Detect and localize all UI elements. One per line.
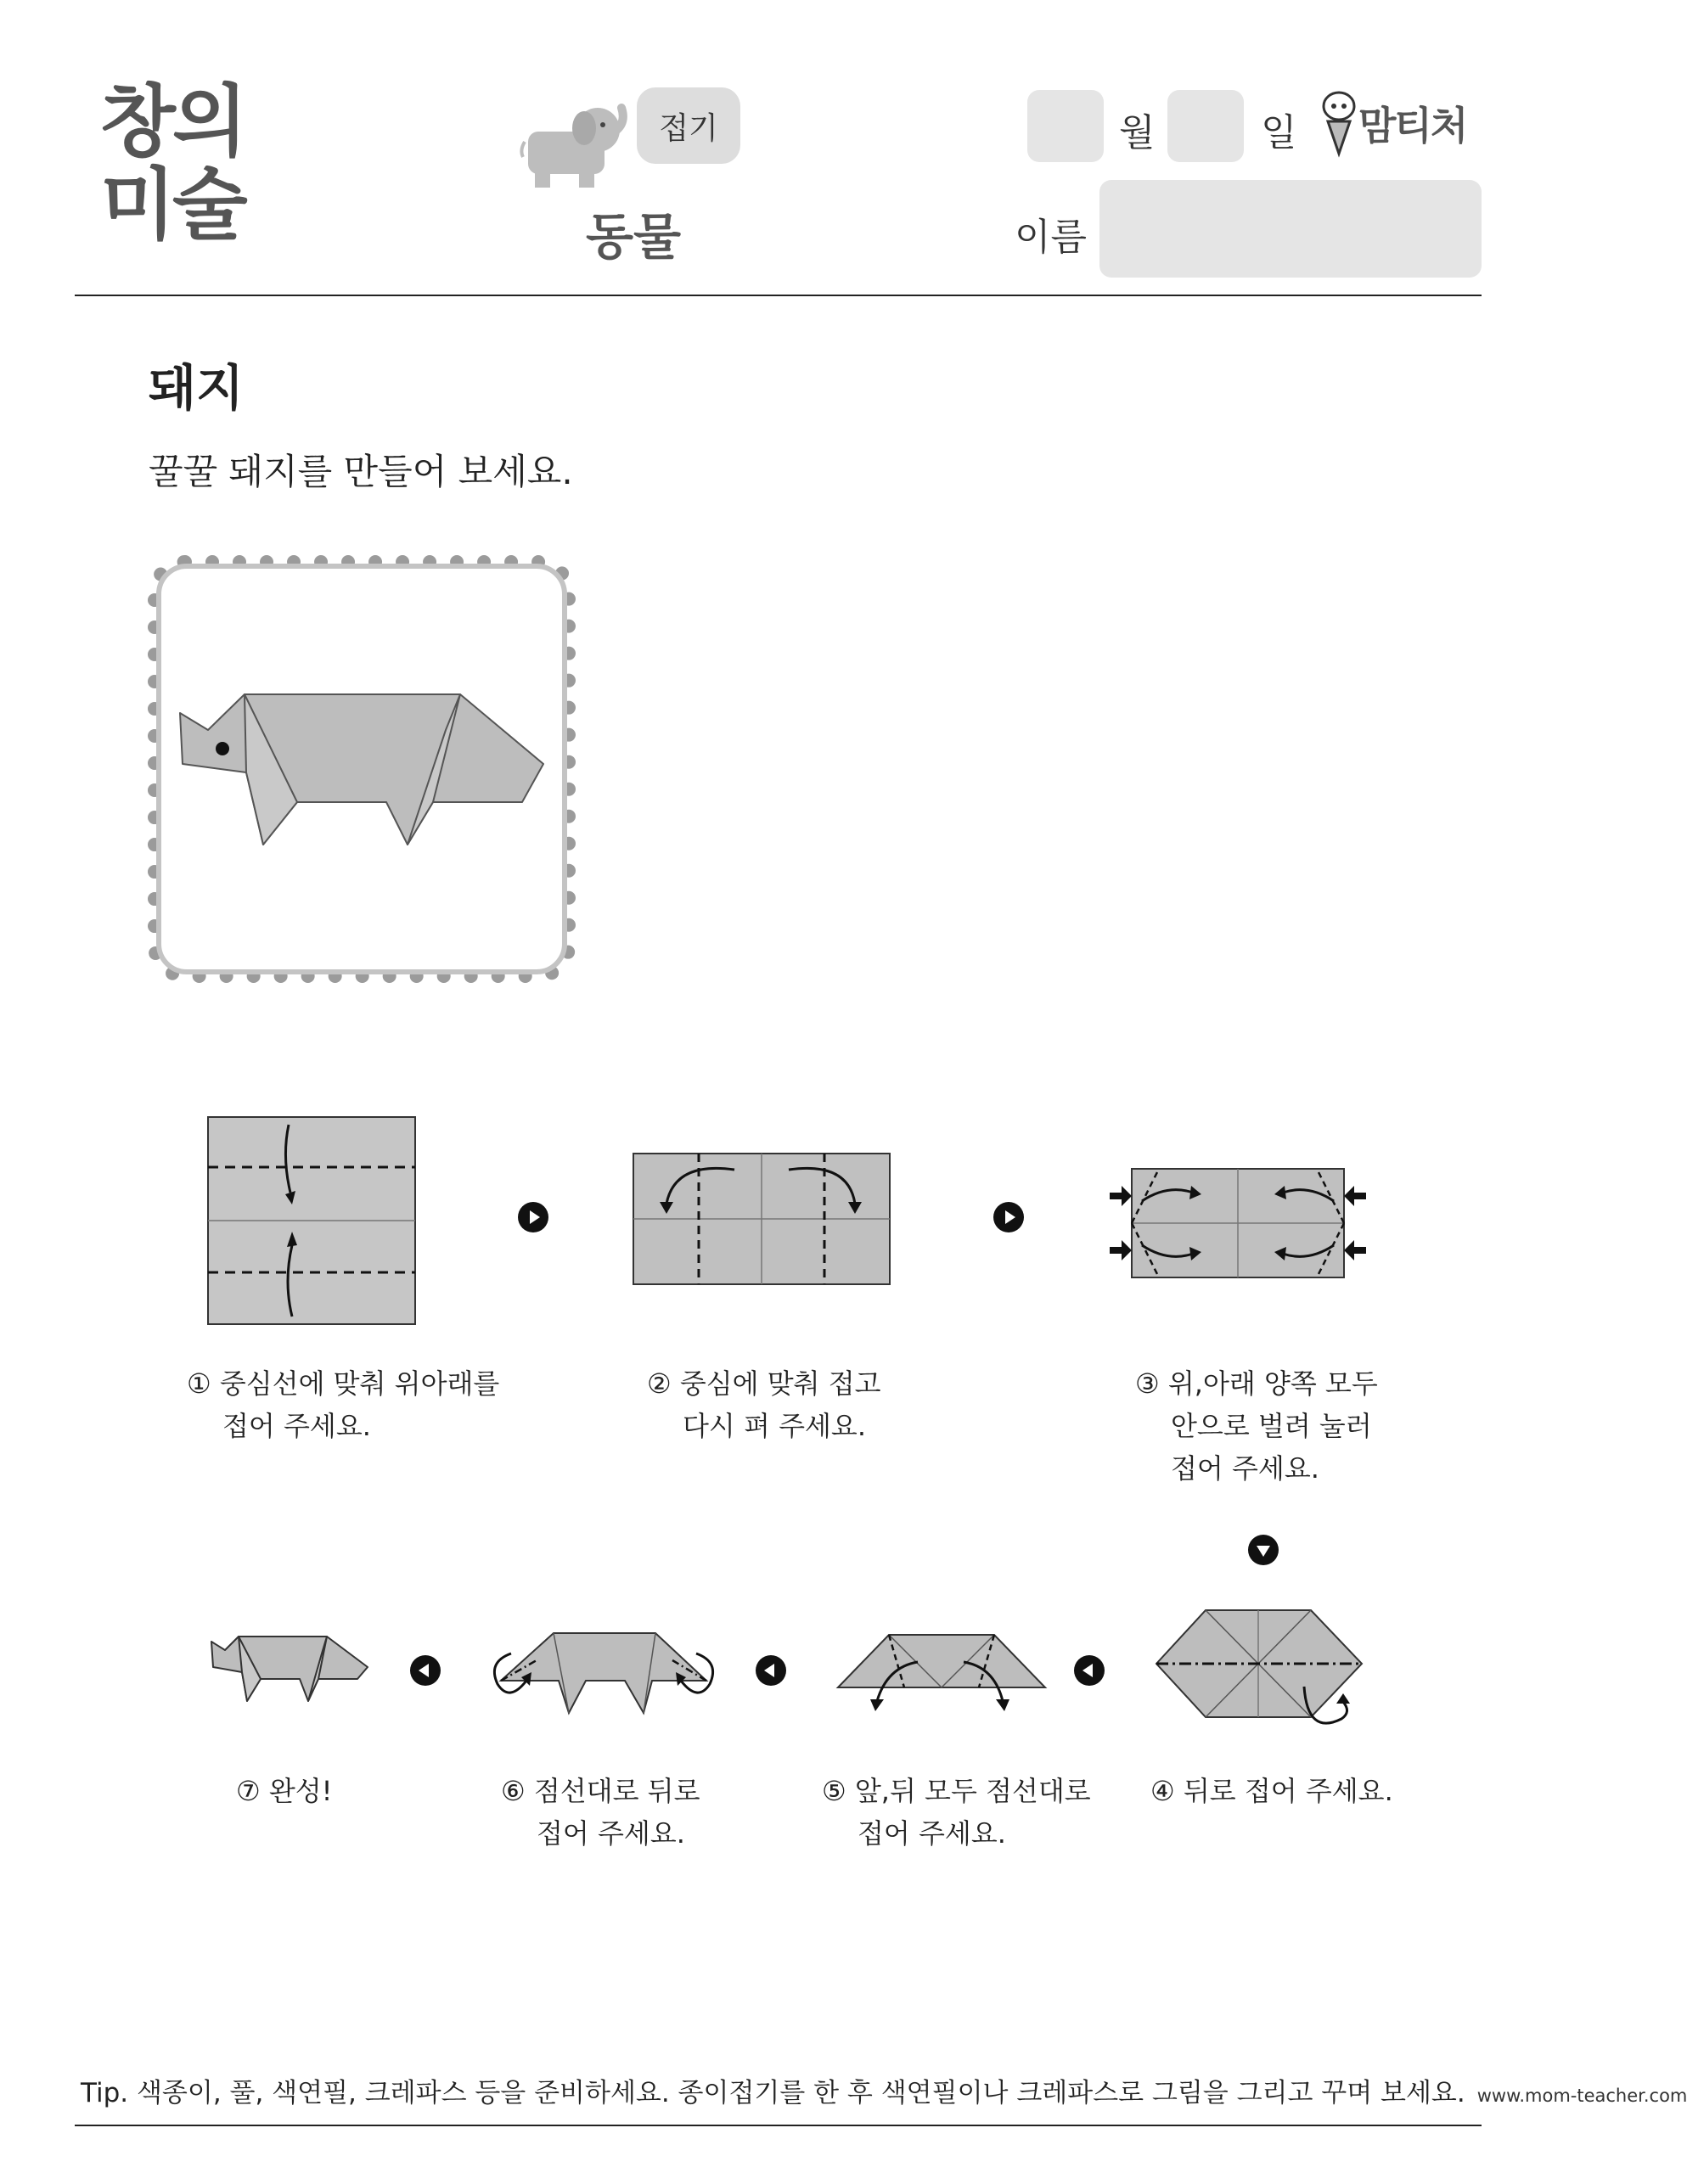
step-5-caption-line-2: 접어 주세요. xyxy=(858,1817,1006,1850)
worksheet-instruction: 꿀꿀 돼지를 만들어 보세요. xyxy=(149,451,573,492)
previous-arrow-icon xyxy=(410,1655,441,1686)
step-6-caption-line-2: 접어 주세요. xyxy=(537,1817,685,1850)
pig-illustration xyxy=(170,679,552,857)
day-label: 일 xyxy=(1261,111,1297,154)
step-1-caption xyxy=(187,1362,499,1447)
creative-art-logo xyxy=(100,76,270,284)
name-label: 이름 xyxy=(1015,216,1088,259)
brand-logo-text: 맘티처 xyxy=(1358,103,1467,149)
logo-line-1: 창의 xyxy=(100,76,245,167)
step-2-caption-line-1: ② 중심에 맞춰 접고 xyxy=(647,1367,881,1400)
elephant-icon xyxy=(520,98,630,191)
next-arrow-icon xyxy=(518,1202,548,1232)
previous-arrow-icon xyxy=(1074,1655,1105,1686)
step-4-caption-line-1: ④ 뒤로 접어 주세요. xyxy=(1150,1775,1393,1807)
step-7-caption-line-1: ⑦ 완성! xyxy=(236,1775,333,1807)
step-1-diagram xyxy=(207,1116,416,1325)
step-1-caption-line-2: 접어 주세요. xyxy=(222,1410,371,1442)
step-2-diagram xyxy=(633,1153,891,1285)
pencil-mascot-icon xyxy=(1318,89,1360,157)
category-badge: 접기 xyxy=(637,87,740,164)
step-4-caption xyxy=(1150,1770,1393,1812)
website-link[interactable]: www.mom-teacher.com xyxy=(1476,2086,1687,2106)
step-5-diagram xyxy=(836,1628,1049,1713)
step-7-diagram xyxy=(208,1630,369,1706)
step-4-diagram xyxy=(1155,1609,1367,1740)
next-arrow-icon xyxy=(993,1202,1024,1232)
footer-tip xyxy=(81,2071,1687,2109)
step-5-caption-line-1: ⑤ 앞,뒤 모두 점선대로 xyxy=(822,1775,1091,1807)
tip-text: Tip. 색종이, 풀, 색연필, 크레파스 등을 준비하세요. 종이접기를 한 후 색연필이나 크레파스로 그림을 그리고 꾸며 보세요. xyxy=(81,2078,1465,2108)
subject-title: 동물 xyxy=(586,208,682,266)
day-field[interactable] xyxy=(1167,90,1244,162)
worksheet-title: 돼지 xyxy=(149,359,245,417)
step-3-caption-line-3: 접어 주세요. xyxy=(1171,1452,1319,1485)
header-divider xyxy=(75,295,1482,296)
step-2-caption xyxy=(647,1362,881,1447)
logo-line-2: 미술 xyxy=(100,160,245,250)
step-5-caption xyxy=(822,1770,1091,1855)
down-arrow-icon xyxy=(1248,1535,1279,1565)
previous-arrow-icon xyxy=(756,1655,786,1686)
step-6-diagram xyxy=(484,1628,722,1717)
footer-divider xyxy=(75,2125,1482,2126)
step-3-caption xyxy=(1135,1362,1378,1490)
step-1-caption-line-1: ① 중심선에 맞춰 위아래를 xyxy=(187,1367,500,1400)
step-2-caption-line-2: 다시 펴 주세요. xyxy=(683,1410,866,1442)
name-field[interactable] xyxy=(1099,180,1482,278)
month-label: 월 xyxy=(1119,111,1156,154)
step-3-caption-line-1: ③ 위,아래 양쪽 모두 xyxy=(1135,1367,1378,1400)
month-field[interactable] xyxy=(1027,90,1104,162)
step-3-caption-line-2: 안으로 벌려 눌러 xyxy=(1171,1410,1372,1442)
step-6-caption xyxy=(501,1770,700,1855)
step-3-diagram xyxy=(1108,1167,1368,1279)
step-7-caption xyxy=(236,1770,333,1812)
step-6-caption-line-1: ⑥ 점선대로 뒤로 xyxy=(501,1775,700,1807)
